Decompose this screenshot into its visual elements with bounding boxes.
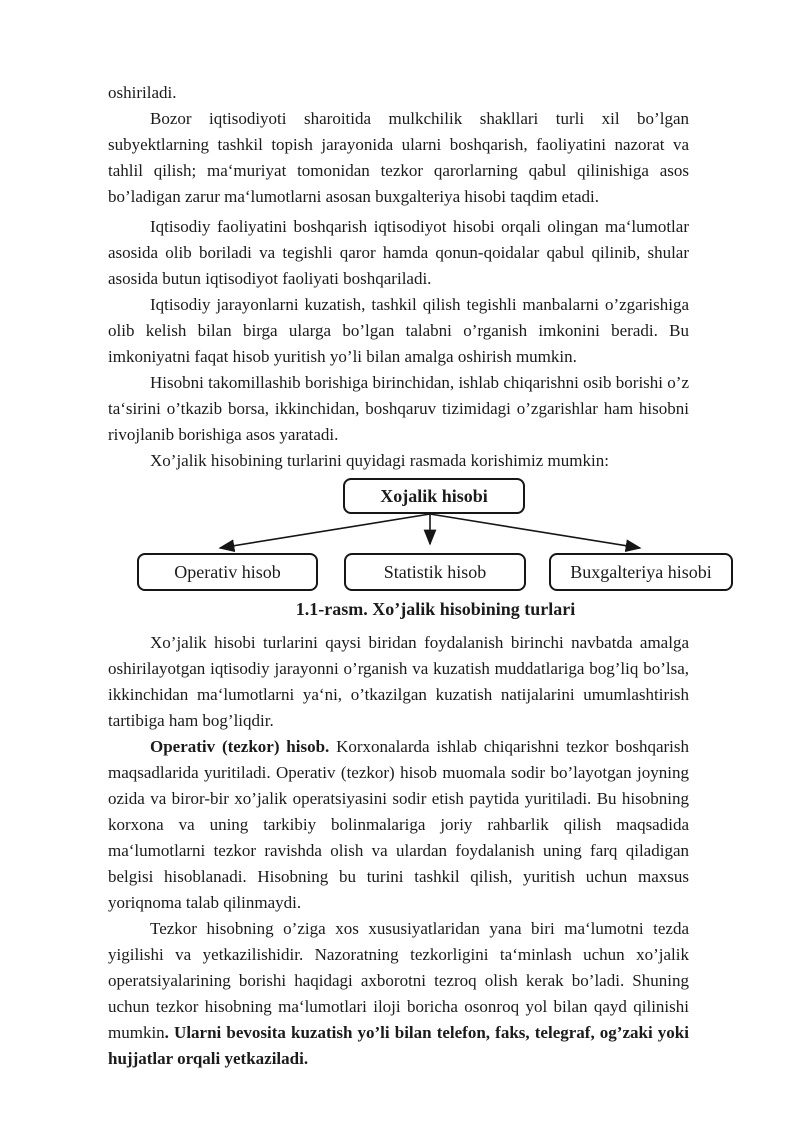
paragraph-bozor-iqtisodiyoti: Bozor iqtisodiyoti sharoitida mulkchilik shakllari turli xil bo’lgan subyektlarning tashkil topish jarayonida ularni boshqarish, faoliyatini nazorat va tahlil qilish; ma‘muriyat tomonidan tezkor qarorlarning qabul qilinishiga asos bo’ladigan zarur ma‘lumotlarni asosan buxgalteriya hisobi taqdim etadi. xyxy=(108,109,689,206)
paragraph-iqtisodiy-jarayonlar: Iqtisodiy jarayonlarni kuzatish, tashkil qilish tegishli manbalarni o’zgarishiga olib kelish bilan birga ularga bo’lgan talabni o’rganish imkonini beradi. Bu imkoniyatni faqat hisob yuritish yo’li bilan amalga oshirish mumkin. xyxy=(108,295,689,366)
paragraph-normal: Tezkor hisobning o’ziga xos xususiyatlaridan yana biri ma‘lumotni tezda yigilishi va yetkazilishidir. Nazoratning tezkorligini ta‘minlash uchun xo’jalik operatsiyalarining borishi haqidagi axborotni tezroq olish kerak bo’ladi. Shuning uchun tezkor hisobning ma‘lumotlari iloji boricha osonroq yol bilan qayd qilinishi mumkin xyxy=(108,919,689,1042)
paragraph-tezkor-hisob xyxy=(108,916,689,1072)
paragraph-figure-intro: Xo’jalik hisobining turlarini quyidagi rasmada korishimiz mumkin: xyxy=(150,451,609,470)
paragraph-turlarni-foydalanish: Xo’jalik hisobi turlarini qaysi biridan foydalanish birinchi navbatda amalga oshirilayotgan iqtisodiy jarayonni o’rganish va kuzatish muddatlariga bog’liq bo’lsa, ikkinchidan ma‘lumotlarni ya‘ni, o’tkazilgan kuzatish natijalarini umumlashtirish tartibiga ham bog’liqdir. xyxy=(108,633,689,730)
diagram-node-label: Statistik hisob xyxy=(383,562,487,582)
paragraph-operativ-hisob xyxy=(108,734,689,916)
diagram-node-root-label: Xojalik hisobi xyxy=(380,486,488,506)
diagram-node-label: Operativ hisob xyxy=(174,562,281,582)
paragraph-rest: Korxonalarda ishlab chiqarishni tezkor boshqarish maqsadlarida yuritiladi. Operativ (tezkor) hisob muomala sodir bo’layotgan joyning ozida va biror-bir xo’jalik operatsiyasini sodir etish paytida yuritiladi. Bu hisobning korxona va uning tarkibiy bolinmalariga joriy rahbarlik qilish maqsadida ma‘lumotlarni tezkor ravishda olish va ulardan foydalanish uning farq qiladigan belgisi hisoblanadi. Hisobning bu turini tashkil qilish, yuritish uchun maxsus yoriqnoma talab qilinmaydi. xyxy=(108,737,689,912)
page-content xyxy=(108,80,712,1072)
paragraph-iqtisodiy-faoliyat: Iqtisodiy faoliyatini boshqarish iqtisodiyot hisobi orqali olingan ma‘lumotlar asosida olib boriladi va tegishli qaror hamda qonun-qoidalar qabul qilinib, shular asosida butun iqtisodiyot faoliyati boshqariladi. xyxy=(108,217,689,288)
diagram-node-operativ-hisob xyxy=(137,553,318,591)
paragraph-continuation: oshiriladi. xyxy=(108,83,177,102)
paragraph-lead-bold: Operativ (tezkor) hisob. xyxy=(150,737,330,756)
paragraph-tail-bold: . Ularni bevosita kuzatish yo’li bilan telefon, faks, telegraf, og’zaki yoki hujjatlar orqali yetkaziladi. xyxy=(108,1023,689,1068)
diagram-node-statistik-hisob xyxy=(344,553,526,591)
diagram-node-buxgalteriya-hisobi xyxy=(549,553,733,591)
figure-caption: 1.1-rasm. Xo’jalik hisobining turlari xyxy=(295,599,576,619)
paragraph-hisobni-takomillashib: Hisobni takomillashib borishiga birinchidan, ishlab chiqarishni osib borishi o’z ta‘sirini o’tkazib borsa, ikkinchidan, boshqaruv tizimidagi o’zgarishlar ham hisobni rivojlanib borishiga asos yaratadi. xyxy=(108,373,689,444)
arrow-to-operativ xyxy=(220,514,430,548)
diagram-node-root xyxy=(343,478,525,514)
arrow-to-buxgalteriya xyxy=(430,514,640,548)
diagram-node-label: Buxgalteriya hisobi xyxy=(570,562,712,582)
figure-hierarchy-diagram xyxy=(108,478,712,594)
